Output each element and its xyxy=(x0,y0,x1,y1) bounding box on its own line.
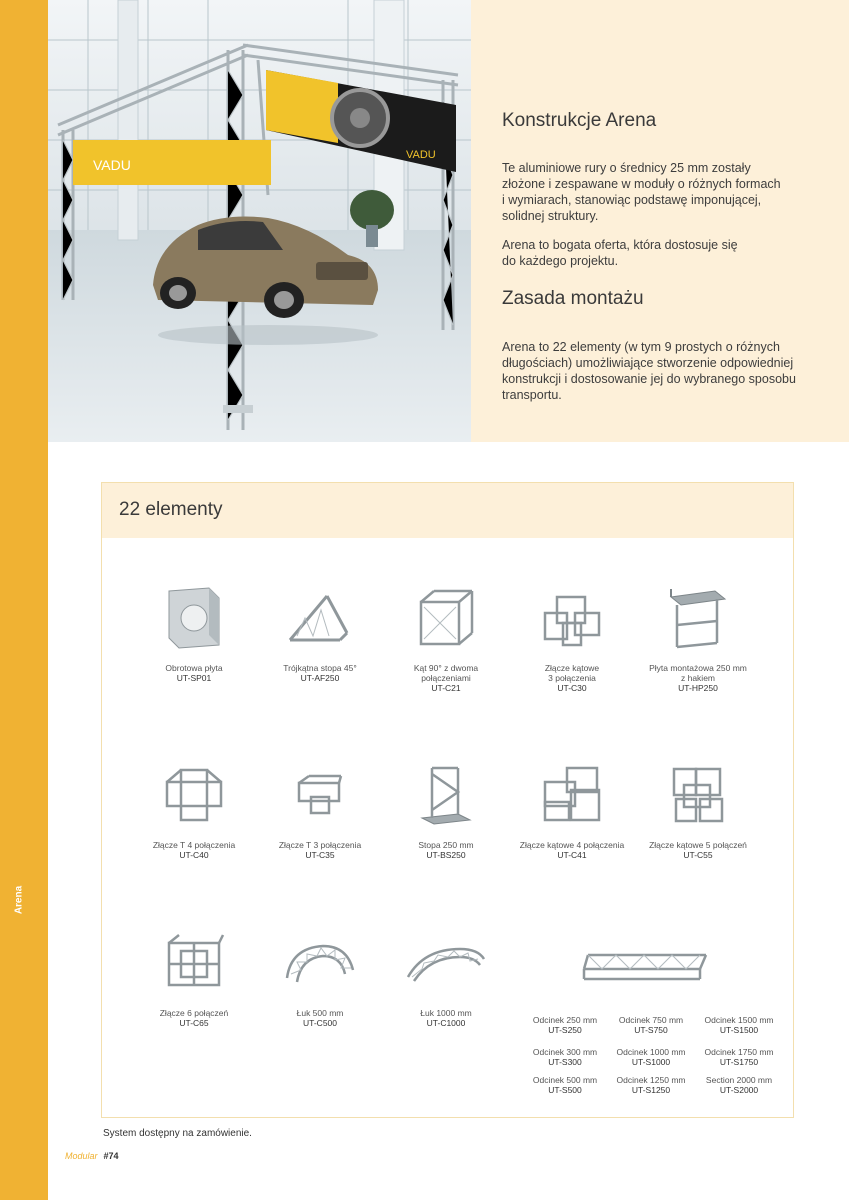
corner-3way-icon xyxy=(541,587,603,649)
element-item: Łuk 1000 mm UT-C1000 xyxy=(381,928,511,1028)
page-number: #74 xyxy=(103,1151,119,1161)
elements-panel xyxy=(101,482,794,1118)
section-item: Odcinek 1250 mm UT-S1250 xyxy=(616,1075,686,1095)
element-item: Kąt 90° z dwoma połączeniami UT-C21 xyxy=(381,583,511,693)
panel-header xyxy=(102,483,793,538)
straight-section-icon xyxy=(582,947,710,983)
intro-paragraph-2: Arena to bogata oferta, która dostosuje się do każdego projektu. xyxy=(502,238,738,268)
intro-panel xyxy=(471,0,849,442)
footer-brand: Modular xyxy=(65,1151,98,1161)
element-item: Obrotowa płyta UT-SP01 xyxy=(129,583,259,683)
corner-4way-icon xyxy=(541,764,603,826)
element-name: Płyta montażowa 250 mm z hakiem xyxy=(649,663,747,683)
element-item: Złącze kątowe 3 połączenia UT-C30 xyxy=(507,583,637,693)
element-item: Złącze kątowe 4 połączenia UT-C41 xyxy=(507,760,637,860)
element-item: Złącze T 4 połączenia UT-C40 xyxy=(129,760,259,860)
corner-90-icon xyxy=(416,587,476,649)
element-item: Łuk 500 mm UT-C500 xyxy=(255,928,385,1028)
element-item: Trójkątna stopa 45° UT-AF250 xyxy=(255,583,385,683)
section-item: Odcinek 1750 mm UT-S1750 xyxy=(704,1047,774,1067)
element-name: Kąt 90° z dwoma połączeniami xyxy=(413,663,479,683)
sidebar-stripe xyxy=(0,0,48,1200)
section-item: Odcinek 750 mm UT-S750 xyxy=(618,1015,684,1035)
base-foot-icon xyxy=(418,762,474,828)
availability-note: System dostępny na zamówienie. xyxy=(103,1128,252,1139)
t-joint-4-icon xyxy=(163,766,225,824)
t-joint-3-icon xyxy=(295,773,345,817)
section-item: Odcinek 500 mm UT-S500 xyxy=(532,1075,598,1095)
section-item: Odcinek 250 mm UT-S250 xyxy=(532,1015,598,1035)
arc-1000-icon xyxy=(404,943,488,983)
page-footer xyxy=(65,1151,119,1161)
element-item: Płyta montażowa 250 mm z hakiem UT-HP250 xyxy=(633,583,763,693)
intro-subtitle: Zasada montażu xyxy=(502,288,644,309)
section-item: Odcinek 1000 mm UT-S1000 xyxy=(616,1047,686,1067)
element-item: Stopa 250 mm UT-BS250 xyxy=(381,760,511,860)
element-item: Złącze 6 połączeń UT-C65 xyxy=(129,928,259,1028)
section-item: Odcinek 1500 mm UT-S1500 xyxy=(704,1015,774,1035)
corner-5way-icon xyxy=(670,765,726,825)
hero-photo xyxy=(48,0,471,442)
triangle-foot-icon xyxy=(285,588,355,648)
element-item: Złącze T 3 połączenia UT-C35 xyxy=(255,760,385,860)
section-item: Odcinek 300 mm UT-S300 xyxy=(532,1047,598,1067)
section-item: Section 2000 mm UT-S2000 xyxy=(705,1075,773,1095)
mounting-plate-icon xyxy=(667,585,729,651)
banner-right-text: VADU xyxy=(406,149,436,161)
panel-title: 22 elementy xyxy=(119,499,223,520)
rotating-plate-icon xyxy=(164,583,224,653)
element-name: Złącze kątowe 3 połączenia xyxy=(544,663,600,683)
element-item: Złącze kątowe 5 połączeń UT-C55 xyxy=(633,760,763,860)
joint-6way-icon xyxy=(163,933,225,993)
banner-left-text: VADU xyxy=(93,157,131,173)
intro-paragraph-3: Arena to 22 elementy (w tym 9 prostych o różnych długościach) umożliwiające stworzenie odpowiedniej konstrukcji i dostosowanie jej do wybranego sposobu transportu. xyxy=(502,340,796,402)
intro-paragraph-1: Te aluminiowe rury o średnicy 25 mm zostały złożone i zespawane w moduły o różnych formach i wymiarach, stanowiąc podstawę imponującej, solidnej struktury. xyxy=(502,161,781,223)
intro-title: Konstrukcje Arena xyxy=(502,110,657,131)
section-label: Arena xyxy=(13,885,25,915)
arc-500-icon xyxy=(283,940,357,986)
